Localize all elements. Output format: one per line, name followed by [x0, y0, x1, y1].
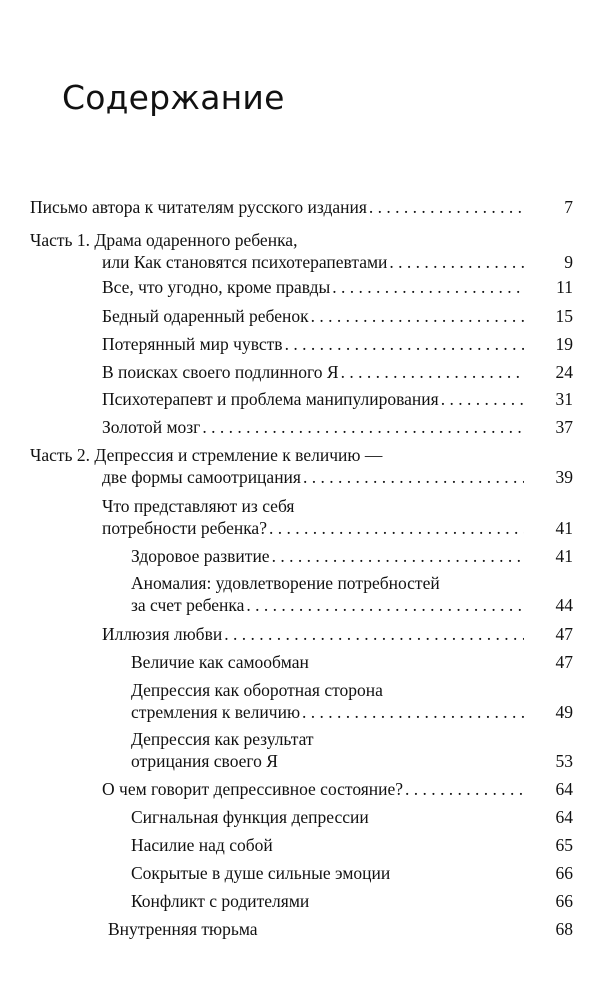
toc-entry — [131, 862, 573, 884]
toc-page-number: 53 — [555, 751, 573, 771]
toc-entry-title: или Как становятся психотерапевтами — [102, 252, 388, 272]
toc-page-number: 41 — [555, 546, 573, 566]
toc-entry — [102, 361, 573, 383]
toc-entry-title: Все, что угодно, кроме правды — [102, 277, 331, 297]
toc-page-number: 9 — [564, 252, 573, 272]
dot-leader — [224, 623, 524, 645]
toc-entry-title: Иллюзия любви — [102, 624, 223, 644]
toc-entry-title: Конфликт с родителями — [131, 891, 310, 911]
dot-leader — [441, 388, 524, 410]
toc-page-number: 66 — [555, 863, 573, 883]
toc-page-number: 66 — [555, 891, 573, 911]
part-heading: Часть 1. Драма одаренного ребенка, — [30, 230, 298, 250]
toc-page-number: 44 — [555, 595, 573, 615]
toc-page-number: 19 — [555, 334, 573, 354]
dot-leader — [332, 276, 524, 298]
toc-page-number: 68 — [555, 919, 573, 939]
toc-entry-title: Насилие над собой — [131, 835, 273, 855]
dot-leader — [202, 416, 524, 438]
dot-leader — [269, 517, 524, 539]
dot-leader — [405, 778, 524, 800]
toc-entry-title-line: Депрессия как результат — [131, 729, 314, 749]
dot-leader — [311, 305, 524, 327]
toc-entry — [131, 701, 573, 723]
dot-leader — [369, 196, 524, 218]
toc-entry-title: Золотой мозг — [102, 417, 201, 437]
toc-page-number: 15 — [555, 306, 573, 326]
toc-entry-title: потребности ребенка? — [102, 518, 267, 538]
toc-entry-title-line: Что представляют из себя — [102, 496, 295, 516]
toc-entry-title-line: Аномалия: удовлетворение потребностей — [131, 573, 440, 593]
toc-entry — [131, 806, 573, 828]
toc-entry — [131, 545, 573, 567]
toc-entry-title: за счет ребенка — [131, 595, 245, 615]
toc-entry — [102, 388, 573, 410]
toc-entry — [131, 750, 573, 772]
toc-page-number: 47 — [555, 652, 573, 672]
toc-entry-title: Бедный одаренный ребенок — [102, 306, 309, 326]
toc-entry-title: Сокрытые в душе сильные эмоции — [131, 863, 391, 883]
toc-entry-title: В поисках своего подлинного Я — [102, 362, 339, 382]
page-title: Содержание — [62, 78, 285, 117]
toc-entry-title: Письмо автора к читателям русского издания — [30, 197, 367, 217]
toc-page-number: 41 — [555, 518, 573, 538]
toc-entry-title: две формы самоотрицания — [102, 467, 301, 487]
toc-page-number: 64 — [555, 779, 573, 799]
toc-entry — [131, 834, 573, 856]
part-heading: Часть 2. Депрессия и стремление к величию — — [30, 445, 383, 465]
toc-entry — [131, 890, 573, 912]
toc-page-number: 64 — [555, 807, 573, 827]
toc-page-number: 65 — [555, 835, 573, 855]
toc-entry-title: стремления к величию — [131, 702, 301, 722]
toc-entry — [102, 623, 573, 645]
toc-entry — [102, 333, 573, 355]
toc-entry — [102, 517, 573, 539]
toc-page-number: 11 — [556, 277, 573, 297]
toc-entry-title: Здоровое развитие — [131, 546, 270, 566]
toc-entry — [102, 276, 573, 298]
toc-entry-title: отрицания своего Я — [131, 751, 278, 771]
toc-page-number: 39 — [555, 467, 573, 487]
dot-leader — [341, 361, 524, 383]
toc-page-number: 49 — [555, 702, 573, 722]
dot-leader — [272, 545, 524, 567]
toc-entry — [108, 918, 573, 940]
toc-page-number: 7 — [564, 197, 573, 217]
dot-leader — [302, 701, 524, 723]
toc-entry — [131, 594, 573, 616]
toc-entry-title: Внутренняя тюрьма — [108, 919, 258, 939]
toc-entry — [131, 651, 573, 673]
dot-leader — [303, 466, 524, 488]
dot-leader — [285, 333, 524, 355]
toc-entry-title: Сигнальная функция депрессии — [131, 807, 369, 827]
toc-page-number: 37 — [555, 417, 573, 437]
toc-entry — [102, 778, 573, 800]
toc-page-number: 47 — [555, 624, 573, 644]
toc-entry — [30, 196, 573, 218]
toc-entry — [102, 416, 573, 438]
toc-entry-title: О чем говорит депрессивное состояние? — [102, 779, 404, 799]
toc-entry-title: Психотерапевт и проблема манипулирования — [102, 389, 439, 409]
toc-entry-title: Потерянный мир чувств — [102, 334, 283, 354]
dot-leader — [389, 251, 524, 273]
toc-page-number: 24 — [555, 362, 573, 382]
toc-entry — [102, 251, 573, 273]
dot-leader — [246, 594, 524, 616]
toc-entry — [102, 466, 573, 488]
toc-page-number: 31 — [555, 389, 573, 409]
toc-entry-title: Величие как самообман — [131, 652, 309, 672]
toc-entry — [102, 305, 573, 327]
toc-entry-title-line: Депрессия как оборотная сторона — [131, 680, 383, 700]
